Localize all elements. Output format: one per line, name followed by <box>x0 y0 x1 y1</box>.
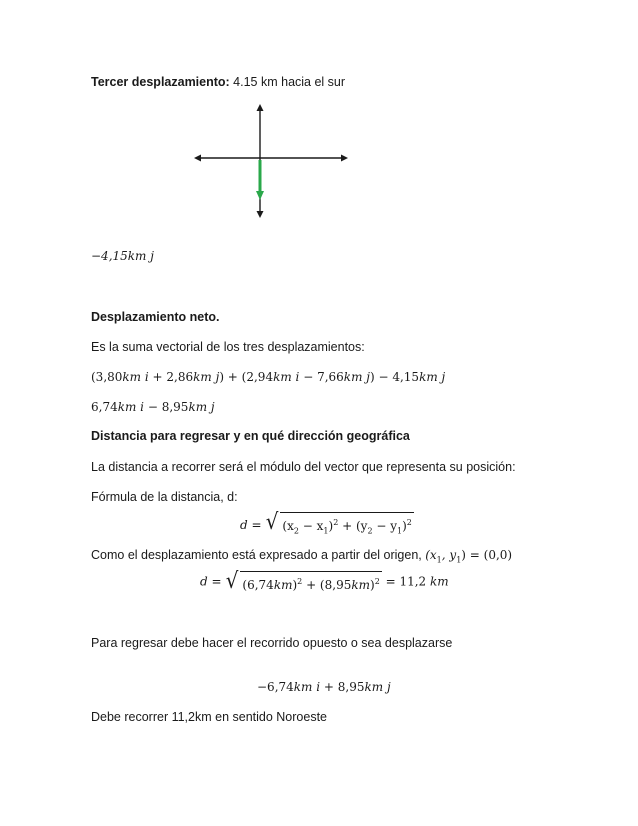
result-term: 6,74 <box>91 400 118 414</box>
formula-label: Fórmula de la distancia, d: <box>91 490 238 504</box>
return-unit: km i <box>293 680 321 694</box>
vector-sum-equation <box>91 370 445 384</box>
subscript: 2 <box>293 526 299 536</box>
third-displacement-text: 4.15 km hacia el sur <box>229 75 346 89</box>
sum-term: ) − 4,15 <box>369 370 420 384</box>
axes-diagram <box>190 102 350 222</box>
subscript: 1 <box>456 555 462 565</box>
net-heading: Desplazamiento neto. <box>91 310 220 324</box>
south-vector-arrow <box>256 160 264 200</box>
exponent: 2 <box>374 577 380 586</box>
origin-part: (x <box>425 548 437 562</box>
distance-calculation <box>200 571 449 593</box>
formula-part: (x <box>282 519 294 533</box>
origin-text: Como el desplazamiento está expresado a partir del origen, <box>91 548 426 562</box>
formula-part: − y <box>372 519 397 533</box>
result-unit: km j <box>188 400 215 414</box>
third-displacement-label: Tercer desplazamiento: <box>91 75 230 89</box>
return-unit: km j <box>364 680 391 694</box>
distance-heading: Distancia para regresar y en qué dirección geográfica <box>91 429 410 443</box>
sum-term: + 2,86 <box>148 370 194 384</box>
calc-part: ) <box>370 578 375 592</box>
distance-intro: La distancia a recorrer será el módulo del vector que representa su posición: <box>91 460 516 474</box>
distance-formula <box>240 512 414 539</box>
result-unit: km i <box>117 400 145 414</box>
exponent: 2 <box>406 518 412 527</box>
third-vector-expression: −4,15km j <box>91 249 154 263</box>
result-term: − 8,95 <box>144 400 189 414</box>
sum-term: (3,80 <box>91 370 123 384</box>
formula-part: ) <box>402 519 407 533</box>
origin-line <box>91 546 512 564</box>
calc-part: ) <box>292 578 298 592</box>
third-displacement-line <box>91 75 345 89</box>
sum-term: ) + (2,94 <box>219 370 274 384</box>
formula-part: ) <box>328 519 334 533</box>
origin-math <box>425 548 513 565</box>
calc-part: + (8,95 <box>302 578 352 592</box>
subscript: 2 <box>367 526 373 536</box>
return-text: Para regresar debe hacer el recorrido opuesto o sea desplazarse <box>91 636 453 650</box>
return-vector <box>257 680 391 694</box>
calc-unit: km <box>273 578 293 592</box>
exponent: 2 <box>333 518 339 527</box>
formula-part: − x <box>298 519 324 533</box>
subscript: 1 <box>436 555 442 565</box>
calc-result-unit: km <box>430 574 449 589</box>
formula-equals: = <box>247 518 266 533</box>
x-axis <box>194 155 348 162</box>
exponent: 2 <box>297 577 303 586</box>
net-intro: Es la suma vectorial de los tres desplazamientos: <box>91 340 365 354</box>
calc-equals: = <box>207 574 226 589</box>
net-result-vector <box>91 400 215 414</box>
sum-unit: km j <box>419 370 446 384</box>
subscript: 1 <box>323 526 329 536</box>
origin-part: , y <box>441 548 457 562</box>
calc-result: = 11,2 <box>381 574 430 589</box>
square-root: √ $(6,74km)^2 + (8,95km)^2$ <box>226 569 380 594</box>
origin-part: ) = (0,0) <box>461 548 513 562</box>
formula-lhs: d <box>240 518 248 533</box>
calc-unit: km <box>351 578 370 592</box>
calc-part: (6,74 <box>242 578 274 592</box>
square-root: √ $(x_2 - x_1)^2 + (y_2 - y_1)^2$ <box>265 512 414 539</box>
sum-unit: km j <box>343 370 370 384</box>
subscript: 1 <box>397 526 403 536</box>
return-term: −6,74 <box>257 680 294 694</box>
formula-part: + (y <box>338 519 368 533</box>
return-term: + 8,95 <box>320 680 365 694</box>
return-conclusion: Debe recorrer 11,2km en sentido Noroeste <box>91 710 327 724</box>
sum-term: − 7,66 <box>299 370 344 384</box>
calc-lhs: d <box>200 574 208 589</box>
sum-unit: km j <box>193 370 220 384</box>
sum-unit: km i <box>273 370 300 384</box>
sum-unit: km i <box>122 370 149 384</box>
